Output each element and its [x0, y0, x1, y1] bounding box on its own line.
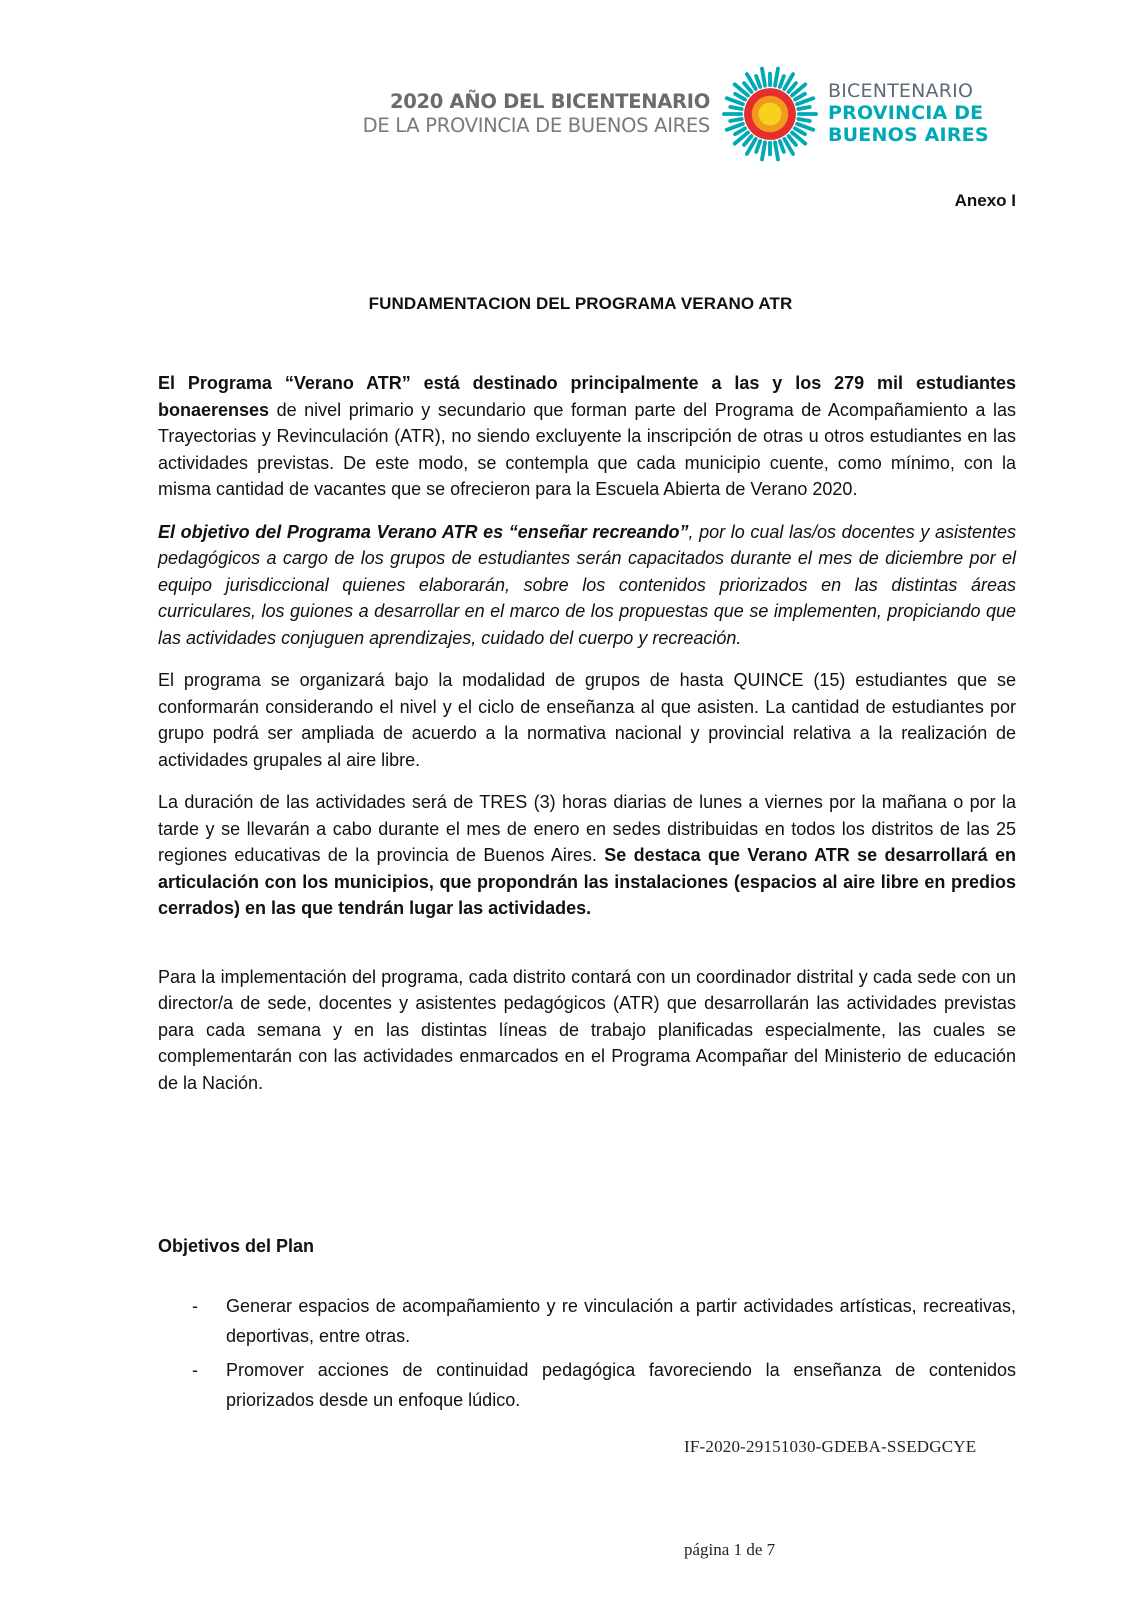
list-item — [158, 1291, 1016, 1351]
objective-text: Promover acciones de continuidad pedagógica favoreciendo la enseñanza de contenidos priorizados desde un enfoque lúdico. — [226, 1360, 1016, 1410]
header-left-line2: DE LA PROVINCIA DE BUENOS AIRES — [362, 114, 710, 137]
paragraph-2-bold: El objetivo del Programa Verano ATR es “enseñar recreando” — [158, 521, 689, 542]
sun-ray — [780, 141, 784, 152]
paragraph-4-normal: La duración de las actividades será de TRES (3) horas diarias de lunes a viernes por la mañana o por la tarde y se llevarán a cabo durante el mes de enero en sedes distribuidas en todos los distritos de las 25 regiones educativas de la provincia de Buenos Aires. — [158, 792, 1016, 865]
document-title — [0, 294, 1131, 314]
paragraph-1 — [158, 370, 1016, 503]
paragraph-2-rest: , por lo cual las/os docentes y asistentes pedagógicos a cargo de los grupos de estudiantes serán capacitados durante el mes de diciembre por el equipo jurisdiccional quienes elaborarán, sobre los contenidos priorizados en las distintas áreas curriculares, los guiones a desarrollar en el marco de los propuestas que se implementen, propiciando que las actividades conjuguen aprendizajes, cuidado del cuerpo y recreación. — [158, 521, 1016, 648]
paragraph-4 — [158, 789, 1016, 922]
sun-ray — [730, 119, 741, 121]
paragraph-1-bold: El Programa “Verano ATR” está destinado principalmente a las y los 279 mil estudiantes bonaerenses — [158, 373, 1016, 420]
paragraph-3: El programa se organizará bajo la modalidad de grupos de hasta QUINCE (15) estudiantes que se conformarán considerando el nivel y el ciclo de enseñanza al que asisten. La cantidad de estudiantes por grupo podrá ser ampliada de acuerdo a la normativa nacional y provincial relativa a la realización de actividades grupales al aire libre. — [158, 670, 1016, 770]
document-body — [158, 370, 1016, 1112]
page-number: página 1 de 7 — [684, 1540, 776, 1559]
sun-ray — [798, 119, 809, 121]
objectives-list — [158, 1291, 1016, 1419]
sun-ray — [798, 107, 809, 109]
sun-ray — [756, 141, 760, 152]
paragraph-5: Para la implementación del programa, cada distrito contará con un coordinador distrital y cada sede con un director/a de sede, docentes y asistentes pedagógicos (ATR) que desarrollarán las actividades previstas para cada semana y en las distintas líneas de trabajo planificadas especialmente, las cuales se complementarán con las actividades enmarcados en el Programa Acompañar del Ministerio de educación de la Nación. — [158, 966, 1016, 1093]
objective-text: Generar espacios de acompañamiento y re vinculación a partir actividades artísticas, recreativas, deportivas, entre otras. — [226, 1296, 1016, 1346]
header-right-line3: BUENOS AIRES — [828, 124, 989, 146]
bicentenary-text — [350, 90, 710, 138]
objectives-heading: Objetivos del Plan — [158, 1236, 315, 1256]
sun-ray — [780, 76, 784, 87]
paragraph-4-bold: Se destaca que Verano ATR se desarrollará en articulación con los municipios, que propondrán las instalaciones (espacios al aire libre en predios cerrados) en las que tendrán lugar las actividades. — [158, 845, 1016, 918]
spacer — [158, 938, 1016, 964]
document-title-text: FUNDAMENTACION DEL PROGRAMA VERANO ATR — [368, 294, 793, 313]
sun-ray — [735, 128, 745, 134]
header-left-line1: 2020 AÑO DEL BICENTENARIO — [389, 90, 710, 113]
header-right-line2: PROVINCIA DE — [828, 102, 984, 124]
sun-ray — [795, 128, 805, 134]
paragraph-1-rest: de nivel primario y secundario que forman parte del Programa de Acompañamiento a las Trayectorias y Revinculación (ATR), no siendo excluyente la inscripción de otras u otros estudiantes en las actividades previstas. De este modo, se contempla que cada municipio cuente, como mínimo, con la misma cantidad de vacantes que se ofrecieron para la Escuela Abierta de Verano 2020. — [158, 399, 1016, 499]
paragraph-2 — [158, 519, 1016, 652]
document-id: IF-2020-29151030-GDEBA-SSEDGCYE — [684, 1437, 977, 1456]
sun-ray — [795, 94, 805, 100]
sun-ray — [789, 83, 796, 92]
sun-ray — [762, 69, 765, 86]
annex-label: Anexo I — [954, 191, 1016, 210]
sun-ray — [775, 69, 778, 86]
header-logo — [350, 62, 1010, 158]
sun-ray — [744, 136, 751, 145]
sun-ray — [756, 76, 760, 87]
sun-ray — [744, 83, 751, 92]
sun-ray — [762, 142, 765, 159]
sun-ray — [775, 142, 778, 159]
bullet-dash-icon: - — [192, 1360, 198, 1380]
sun-emblem-icon — [722, 66, 818, 162]
list-item — [158, 1355, 1016, 1415]
province-text — [828, 80, 1028, 146]
header-right-line1: BICENTENARIO — [828, 80, 974, 102]
sun-ray — [730, 107, 741, 109]
sun-ray — [735, 94, 745, 100]
sun-ray — [789, 136, 796, 145]
bullet-dash-icon: - — [192, 1296, 198, 1316]
